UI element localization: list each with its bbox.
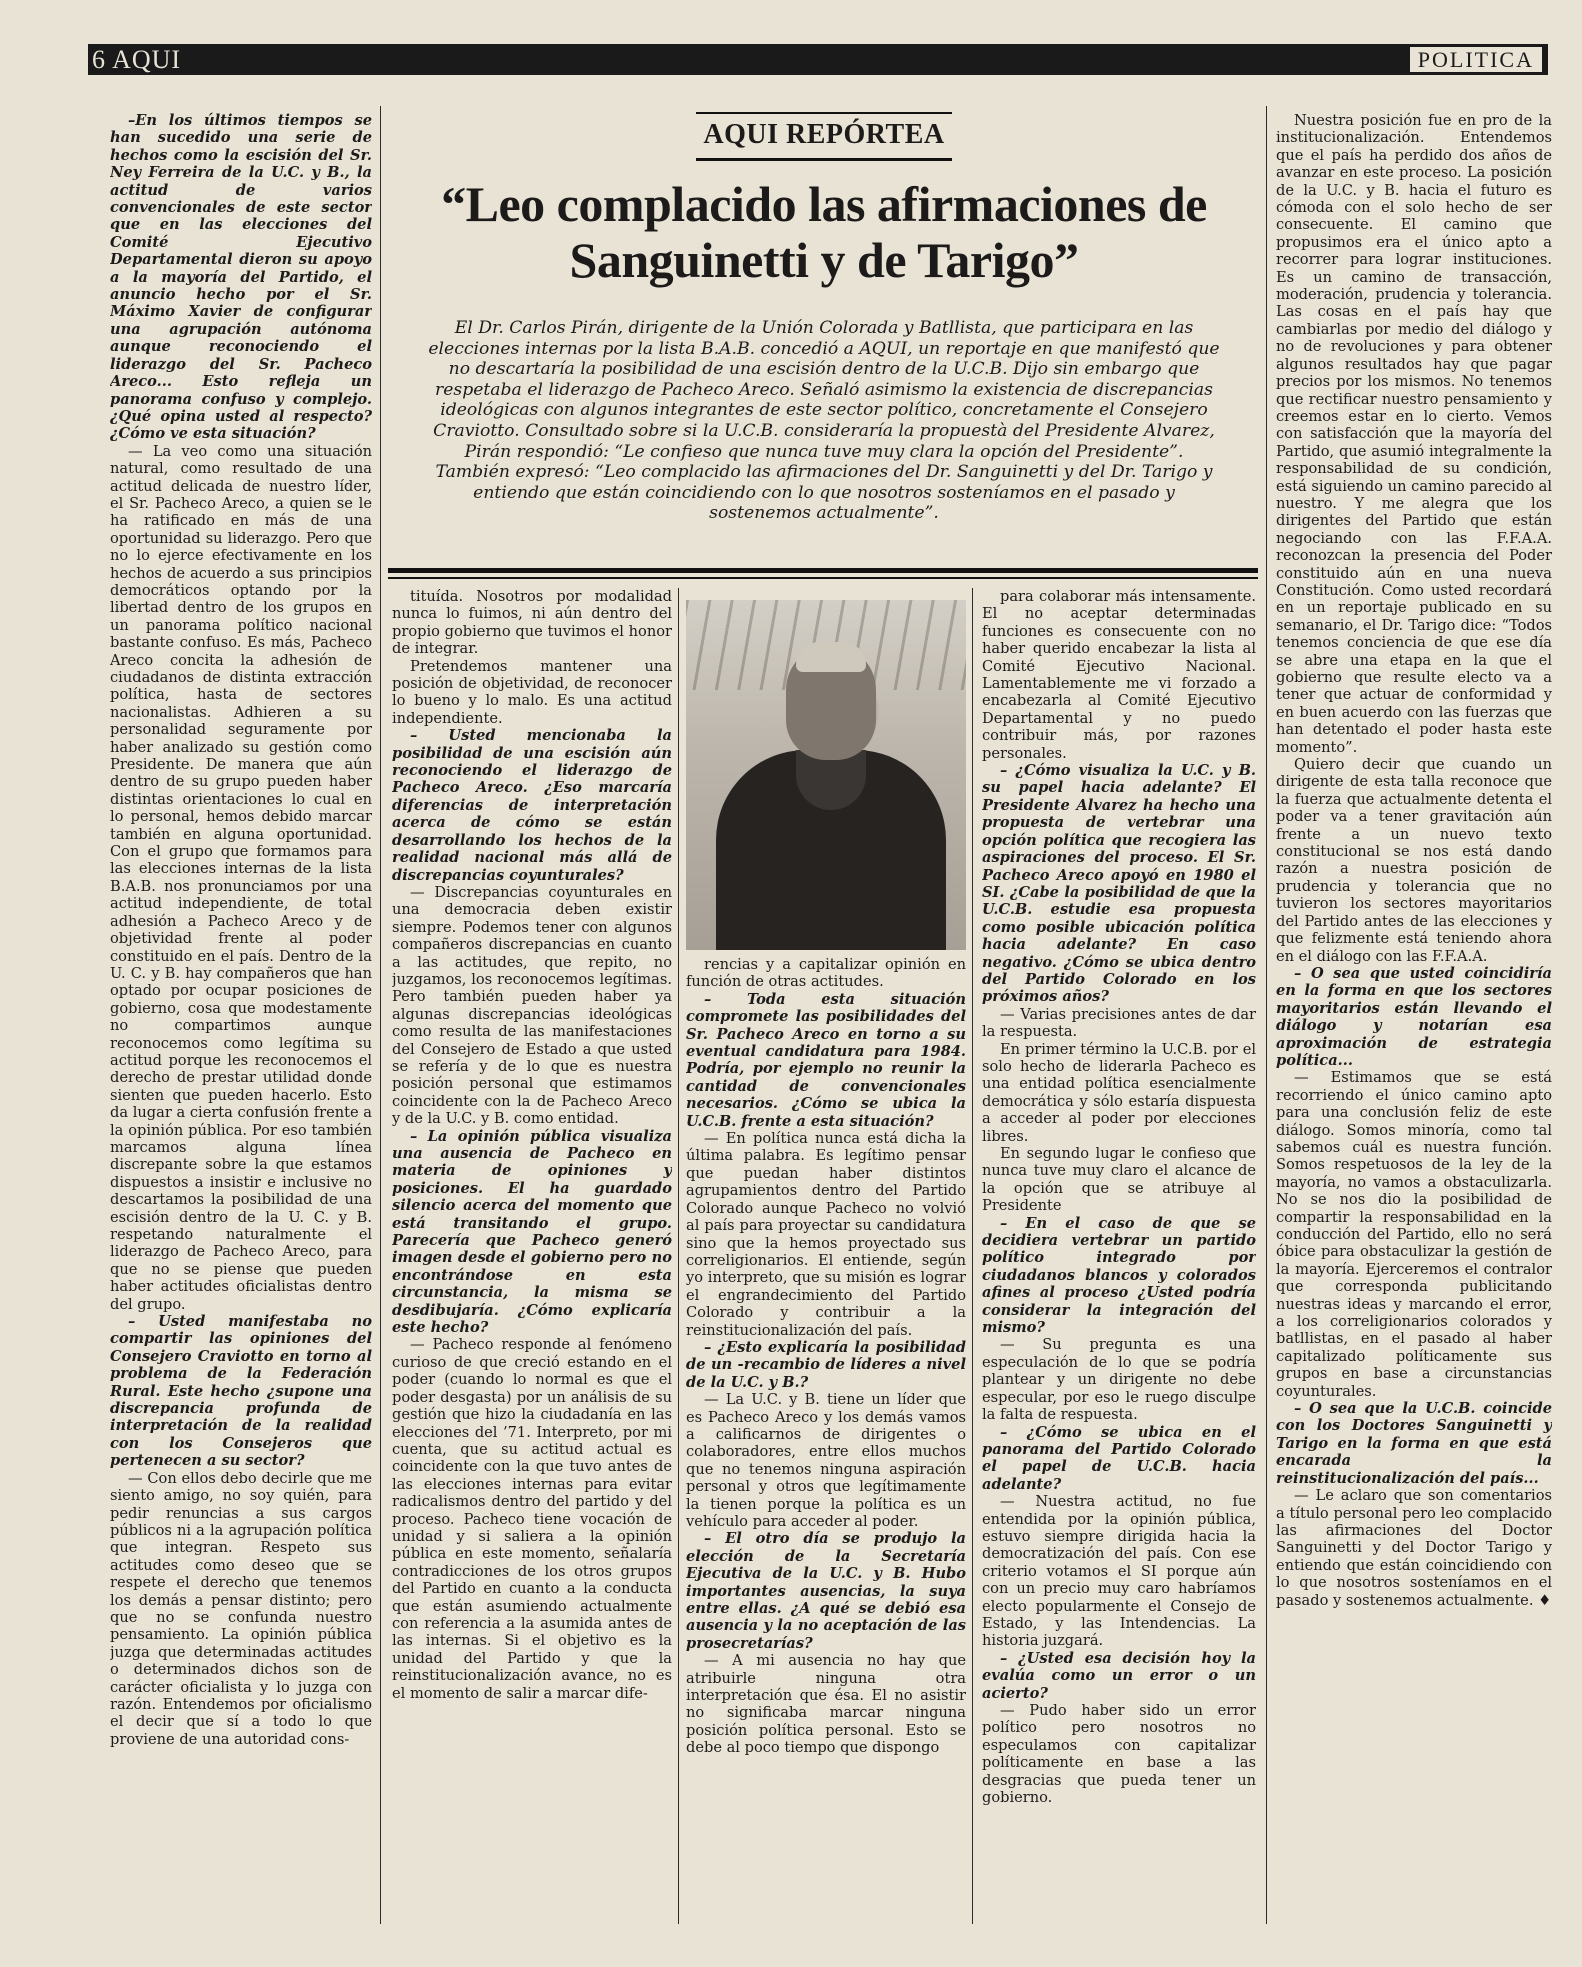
section-label: POLITICA [1410,47,1542,72]
headline-rule-thin [388,577,1258,579]
interview-answer: — La veo como una situación natural, como resultado de una actitud delicada de nuestro líder, el Sr. Pacheco Areco, a quien se le ha ratificado en más de una oportunidad su liderazgo. Pero que no lo ejerce efectivamente en los hechos de acuerdo a sus principios democráticos optando por la libertad dentro de los grupos en un panorama político nacional bastante confuso. Es más, Pacheco Areco concita la adhesión de ciudadanos de distinta extracción política, hasta de sectores nacionalistas. Adhieren a su personalidad seguramente por haber analizado su gestión como Presidente. De manera que aún dentro de su grupo pueden haber distintas orientaciones lo cual en lo personal, hemos debido marcar también en alguna oportunidad. Con el grupo que formamos para las elecciones internas de la lista B.A.B. nos pronunciamos por una actitud independiente, de total adhesión a Pacheco Areco y de objetividad frente al poder constituido en el país. Dentro de la U. C. y B. hay compañeros que han optado por ocupar posiciones de gobierno, cosa que modestamente no compartimos aunque reconocemos como legítima su actitud porque les reconocemos el derecho de prestar utilidad donde sienten que pueden hacerlo. Esto da lugar a cierta confusión frente a la opinión pública. Por eso también marcamos alguna línea discrepante sobre la que estamos dispuestos a insistir e inclusive no descartamos la posibilidad de una escisión dentro de la U. C. y B. respetando naturalmente el liderazgo de Pacheco Areco, para que no se piense que pueden haber actitudes oficialistas dentro del grupo. [110,442,372,1313]
interview-answer: — Pacheco responde al fenómeno curioso de que creció estando en el poder (cuando lo normal es que el poder desgasta) por un análisis de su gestión que hizo la ciudadanía en las elecciones del ’71. Interpreto, por mi cuenta, que su actitud actual es coincidente con la que tuvo antes de las elecciones internas para evitar radicalismos dentro del partido y del proceso. Pacheco tiene vocación de unidad y si saliera a la opinión pública en este momento, señalaría contradicciones de los otros grupos del Partido en cuanto a la conducta que están asumiendo actualmente con referencia a la asumida antes de las internas. Si el objetivo es la unidad del Partido y que la reinstitucionalización avance, no es el momento de salir a marcar dife- [392,1336,672,1702]
interview-answer: — La U.C. y B. tiene un líder que es Pacheco Areco y los demás vamos a calificarnos de dirigentes o colaboradores, entre ellos muchos que no tenemos ninguna aspiración personal y otros que legítimamente la tienen porque la política es un vehículo para acceder al poder. [686,1391,966,1530]
photo-hair [796,642,866,672]
interview-answer: — A mi ausencia no hay que atribuirle ninguna otra interpretación que ésa. El no asistir no significaba marcar ninguna posición política personal. Esto se debe al poco tiempo que dispongo [686,1652,966,1757]
interview-answer: — Pudo haber sido un error político pero nosotros no especulamos con capitalizar políticamente en base a las desgracias que pueda tener un gobierno. [982,1702,1256,1807]
article-headline: “Leo complacido las afirmaciones de Sanguinetti y de Tarigo” [441,176,1207,288]
interview-question: – La opinión pública visualiza una ausencia de Pacheco en materia de opiniones y posiciones. El ha guardado silencio acerca del momento que está transitando el grupo. Parecería que Pacheco generó imagen desde el gobierno pero no encontrándose en esta circunstancia, la misma se desdibujaría. ¿Cómo explicaría este hecho? [392,1127,672,1337]
interview-answer: — Varias precisiones antes de dar la respuesta. [982,1005,1256,1041]
section-tag: AQUI REPÓRTEA [696,112,952,161]
portrait-photo [686,600,966,950]
interview-answer: En primer término la U.C.B. por el solo hecho de liderarla Pacheco es una entidad política esencialmente democrática y sólo estaría dispuesta a acceder al poder por elecciones libres. [982,1040,1256,1145]
interview-question: – Usted mencionaba la posibilidad de una escisión aún reconociendo el liderazgo de Pacheco Areco. ¿Eso marcaría diferencias de interpretación acerca de cómo se están desarrollando los hechos de la realidad nacional más allá de discrepancias coyunturales? [392,727,672,884]
interview-answer: — En política nunca está dicha la última palabra. Es legítimo pensar que puedan haber distintos agrupamientos dentro del Partido Colorado aunque Pacheco no volvió al país para proyectar su candidatura sino que la hemos proyectado sus correligionarios. El entiende, según yo interpreto, que su misión es lograr el engrandecimiento del Partido Colorado y contribuir a la reinstitucionalización del país. [686,1130,966,1339]
interview-question: – ¿Usted esa decisión hoy la evalúa como un error o un acierto? [982,1649,1256,1702]
column-rule [380,106,381,1924]
interview-question: – El otro día se produjo la elección de la Secretaría Ejecutiva de la U.C. y B. Hubo importantes ausencias, la suya entre ellas. ¿A qué se debió esa ausencia y la no aceptación de las prosecretarías? [686,1530,966,1652]
interview-answer: — Le aclaro que son comentarios a título personal pero leo complacido las afirmaciones del Doctor Sanguinetti y del Doctor Tarigo y entiendo que están coincidiendo con lo que nosotros sosteníamos en el pasado y sostenemos actualmente. ♦ [1276,1487,1552,1609]
column-rule [678,588,679,1924]
interview-answer: En segundo lugar le confieso que nunca tuve muy claro el alcance de la opción que se atribuye al Presidente [982,1145,1256,1215]
column-3 [686,956,966,1922]
column-2 [392,588,672,1922]
article-lead: El Dr. Carlos Pirán, dirigente de la Unión Colorada y Batllista, que participara en las elecciones internas por la lista B.A.B. concedió a AQUI, un reportaje en que manifestó que no descartaría la posibilidad de una escisión dentro de la U.C.B. Dijo sin embargo que respetaba el liderazgo de Pacheco Areco. Señaló asimismo la existencia de discrepancias ideológicas con algunos integrantes de este sector político, concretamente el Consejero Craviotto. Consultado sobre si la U.C.B. consideraría la propuestà del Presidente Alvarez, Pirán respondió: “Le confieso que nunca tuve muy clara la opción del Presidente”. También expresó: “Leo complacido las afirmaciones del Dr. Sanguinetti y del Dr. Tarigo y entiendo que están coincidiendo con lo que nosotros sosteníamos en el pasado y sostenemos actualmente”. [428,318,1220,524]
interview-question: – Toda esta situación compromete las posibilidades del Sr. Pacheco Areco en torno a su eventual candidatura para 1984. Podría, por ejemplo no reunir la cantidad de convencionales necesarios. ¿Cómo se ubica la U.C.B. frente a esta situación? [686,990,966,1130]
interview-answer: Pretendemos mantener una posición de objetividad, de reconocer lo bueno y lo malo. Es una actitud independiente. [392,657,672,727]
headline-rule-thick [388,568,1258,573]
interview-question: – ¿Cómo se ubica en el panorama del Partido Colorado el papel de U.C.B. hacia adelante? [982,1423,1256,1493]
headline-box [386,106,1262,582]
interview-answer: rencias y a capitalizar opinión en función de otras actitudes. [686,956,966,991]
interview-answer: para colaborar más intensamente. El no aceptar determinadas funciones es consecuente con no haber querido encabezar la lista al Comité Ejecutivo Nacional. Lamentablemente me vi forzado a encabezarla al Comité Ejecutivo Departamental y no puedo contribuir más, por razones personales. [982,588,1256,762]
interview-question: – ¿Cómo visualiza la U.C. y B. su papel hacia adelante? El Presidente Alvarez ha hecho una propuesta de vertebrar una opción política que recogiera las aspiraciones del proceso. El Sr. Pacheco Areco apoyó en 1980 el SI. ¿Cabe la posibilidad de que la U.C.B. estudie esa propuesta como posible ubicación política hacia adelante? En caso negativo. ¿Cómo se ubica dentro del Partido Colorado en los próximos años? [982,762,1256,1006]
interview-question: – Usted manifestaba no compartir las opiniones del Consejero Craviotto en torno al problema de la Federación Rural. Este hecho ¿supone una discrepancia profunda de interpretación de la realidad con los Consejeros que pertenecen a su sector? [110,1313,372,1470]
interview-question: – En el caso de que se decidiera vertebrar un partido político integrado por ciudadanos blancos y colorados afines al proceso ¿Usted podría considerar la integración del mismo? [982,1214,1256,1337]
interview-question: – O sea que usted coincidiría en la forma en que los sectores mayoritarios están llevando el diálogo y notarían esa aproximación de estrategia política... [1276,964,1552,1069]
interview-answer: — Estimamos que se está recorriendo el único camino apto para una conclusión feliz de este diálogo. Somos minoría, como tal sabemos cuál es nuestra función. Somos respetuosos de la ley de la mayoría, no vamos a obstaculizarla. No se nos dio la posibilidad de compartir la responsabilidad en la conducción del Partido, ello no será óbice para obstaculizar la gestión de la mayoría. Ejerceremos el contralor que corresponda publicitando nuestras ideas y marcando el error, a los correligionarios colorados y batllistas, en el pasado al haber capitalizado políticamente sus grupos en base a circunstancias coyunturales. [1276,1069,1552,1400]
column-rule [972,588,973,1924]
column-4 [982,588,1256,1922]
page-header-bar [88,44,1548,75]
interview-answer: Quiero decir que cuando un dirigente de esta talla reconoce que la fuerza que actualmente detenta el poder va a tener gravitación aún frente a un nuevo texto constitucional se nos está dando razón a nuestra posición de prudencia y tolerancia que no tuvieron los sectores mayoritarios del Partido antes de las elecciones y que felizmente está teniendo ahora en el diálogo con las F.F.A.A. [1276,756,1552,965]
interview-answer: — Discrepancias coyunturales en una democracia deben existir siempre. Podemos tener con algunos compañeros discrepancias en cuanto a las actitudes, que repito, no juzgamos, los reconocemos legítimas. Pero también pueden haber ya algunas discrepancias ideológicas como resulta de las manifestaciones del Consejero de Estado a que usted se refería y de lo que es nuestra posición personal que estimamos coincidente con la de Pacheco Areco y de la U.C. y B. como entidad. [392,883,672,1128]
column-5 [1276,112,1552,1922]
interview-answer: — Con ellos debo decirle que me siento amigo, no soy quién, para pedir renuncias a sus cargos públicos ni a la agrupación política que integran. Respeto sus actitudes como deseo que se respete el derecho que tenemos los demás a pensar distinto; pero que no se confunda nuestro pensamiento. La opinión pública juzga que determinadas actitudes o determinados dichos son de carácter oficialista y lo juzga con razón. Entendemos por oficialismo el decir que sí a todo lo que proviene de una autoridad cons- [110,1469,372,1748]
interview-question: – O sea que la U.C.B. coincide con los Doctores Sanguinetti y Tarigo en la forma en que está encarada la reinstitucionalización del país... [1276,1400,1552,1487]
interview-question: – ¿Esto explicaría la posibilidad de un -recambio de líderes a nivel de la U.C. y B.? [686,1338,966,1391]
interview-answer: tituída. Nosotros por modalidad nunca lo fuimos, ni aún dentro del propio gobierno que tuvimos el honor de integrar. [392,588,672,658]
interview-answer: Nuestra posición fue en pro de la institucionalización. Entendemos que el país ha perdido dos años de avanzar en este proceso. La posición de la U.C. y B. hacia el futuro es cómoda con el solo hecho de ser consecuente. El camino que propusimos era el único apto a recorrer para lograr instituciones. Es un camino de transacción, moderación, prudencia y tolerancia. Las cosas en el país hay que cambiarlas por medio del diálogo y no de revoluciones y para obtener algunos resultados hay que pagar precios por los mismos. No tenemos que rectificar nuestro pensamiento y creemos estar en lo cierto. Vemos con satisfacción que la mayoría del Partido, que asumió integralmente la responsabilidad de su condición, está siguiendo un camino parecido al nuestro. Y me alegra que los dirigentes del Partido que están negociando con las F.F.A.A. reconozcan la presencia del Poder constituido aún en una nueva Constitución. Como usted recordará en un reportaje publicado en su semanario, el Dr. Tarigo dice: “Todos tenemos conciencia de que ese día se abre una etapa en la que el gobierno que resulte electo va a tener que actuar de conformidad y en buen acuerdo con las fuerzas que han detentado el poder hasta este momento”. [1276,112,1552,756]
column-rule [1266,106,1267,1924]
interview-question: –En los últimos tiempos se han sucedido una serie de hechos como la escisión del Sr. Ney Ferreira de la U.C. y B., la actitud de varios convencionales de este sector que en las elecciones del Comité Ejecutivo Departamental dieron su apoyo a la mayoría del Partido, el anuncio hecho por el Sr. Máximo Xavier de configurar una agrupación autónoma aunque reconociendo el liderazgo del Sr. Pacheco Areco... Esto refleja un panorama confuso y complejo. ¿Qué opina usted al respecto? ¿Cómo ve esta situación? [110,112,372,443]
interview-answer: — Nuestra actitud, no fue entendida por la opinión pública, estuvo siempre dirigida hacia la democratización del país. Con ese criterio votamos el SI porque aún con un precio muy caro habríamos electo popularmente el Consejo de Estado, y las Intendencias. La historia juzgará. [982,1493,1256,1650]
page-number: 6 AQUI [92,45,182,74]
column-1 [110,112,372,1922]
interview-answer: — Su pregunta es una especulación de lo que se podría plantear y un dirigente no debe especular, por eso le ruego disculpe la falta de respuesta. [982,1336,1256,1424]
